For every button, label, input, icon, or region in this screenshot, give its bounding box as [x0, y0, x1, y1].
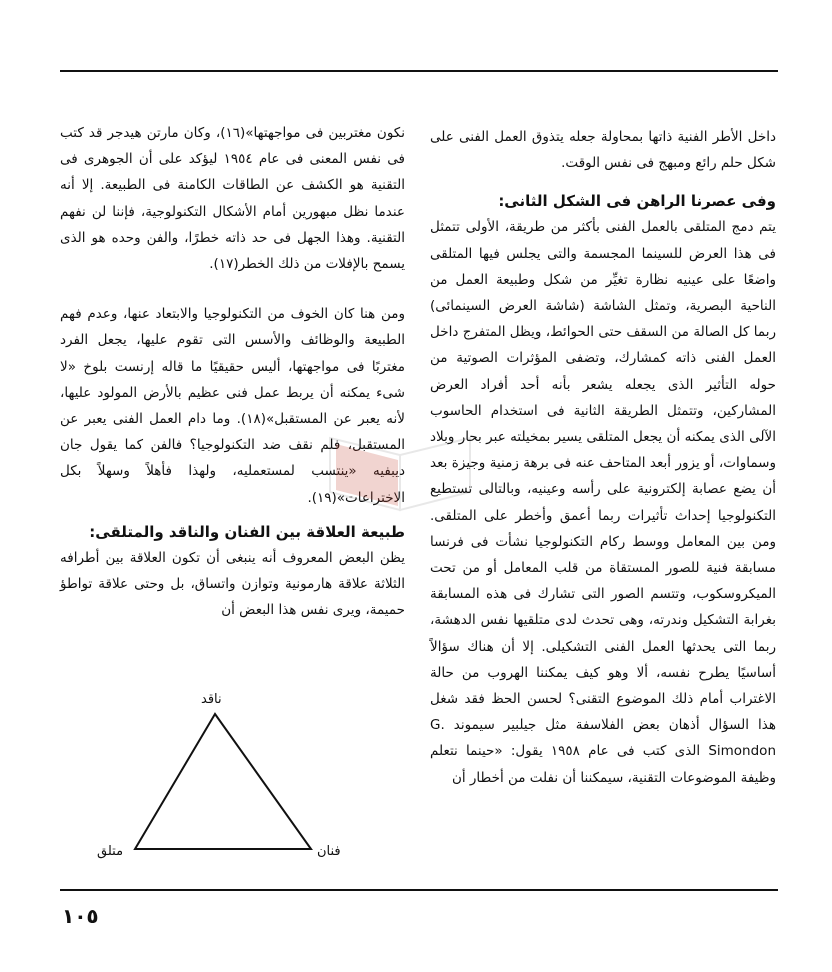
left-paragraph-2: ومن هنا كان الخوف من التكنولوجيا والابتعاد عنها، وعدم فهم الطبيعة والوظائف والأسس التى تقوم عليها، يجعل الفرد مغتربًا فى مواجهتها، أليس حقيقيًا ما قاله إرنست بلوخ «لا شىء يمكنه أن يربط عمل فنى عظيم بالأرض المولود عليها، لأنه يعبر عن المستقبل»(١٨). وما دام العمل الفنى يعبر عن المستقبل، فلم نقف ضد التكنولوجيا؟ فالفن كما يقول جان ديبفيه «ينتسب لمستعمليه، ولهذا فأهلاً وسهلاً بكل الاختراعات»(١٩). [60, 306, 406, 506]
top-rule [60, 70, 778, 72]
right-column [430, 124, 776, 791]
critic-label: ناقد [201, 692, 222, 707]
left-column [60, 120, 405, 623]
relationship-triangle-diagram [95, 690, 365, 870]
right-paragraph-1: داخل الأطر الفنية ذاتها بمحاولة جعله يتذوق العمل الفنى على شكل حلم رائع ومبهج فى نفس الوقت. [430, 129, 776, 172]
bottom-rule [60, 889, 778, 891]
page-number: ١٠٥ [62, 904, 99, 928]
right-paragraph-2: يتم دمج المتلقى بالعمل الفنى بأكثر من طريقة، الأولى تتمثل فى هذا العرض للسينما المجسمة والتى يجلس فيها المتلقى واضعًا على عينيه نظارة تغيِّر من شكل وطبيعة العمل من الناحية البصرية، وتمثل الشاشة (شاشة العرض السينمائى) ربما كل الصالة من السقف حتى الحوائط، ويظل المتفرج داخل العمل الفنى ذاته كمشارك، وتضفى المؤثرات الصوتية من حوله التأثير الذى يجعله يشعر بأنه أحد أفراد العرض المشاركين، وتتمثل الطريقة الثانية فى استخدام الحاسوب الآلى الذى يمكنه أن يجعل المتلقى يسير بمخيلته عبر بحار وبلاد وسماوات، أو يزور أبعد المتاحف عنه فى برهة زمنية وجيزة بعد أن يضع عصابة إلكترونية على رأسه وعينيه، وبالتالى تستطيع التكنولوجيا إحداث تأثيرات ربما أعمق وأخطر على المتلقى. ومن بين المعامل ووسط ركام التكنولوجيا نشأت فى فرنسا مسابقة فنية للصور المستقاة من قلب المعامل أو من تحت الميكروسكوب، وتتسم الصور التى تشارك فى هذه المسابقة بغرابة التشكيل وندرته، وهى تحدث لدى متلقيها نفس الدهشة، ربما التى يحدثها العمل الفنى التشكيلى. إلا أن هناك سؤالاً أساسيًا يطرح نفسه، ألا وهو كيف يمكننا الهروب من حالة الاغتراب أمام ذلك الموضوع التقنى؟ لحسن الحظ فقد شغل هذا السؤال أذهان بعض الفلاسفة مثل جيلبير سيموند G. Simondon الذى كتب فى عام ١٩٥٨ يقول: «حينما نتعلم وظيفة الموضوعات التقنية، سيمكننا أن نفلت من أخطار أن [430, 219, 776, 786]
triangle-shape [135, 714, 311, 849]
left-paragraph-1: نكون مغتربين فى مواجهتها»(١٦)، وكان مارتن هيدجر قد كتب فى نفس المعنى فى عام ١٩٥٤ ليؤكد على أن الجوهرى فى التقنية هو الكشف عن الطاقات الكامنة فى الطبيعة. إلا أنه عندما نظل مبهورين أمام الأشكال التكنولوجية، فإننا لن نفهم التقنية. وهذا الجهل فى حد ذاته خطرًا، والفن وحده هو الذى يسمح بالإفلات من ذلك الخطر(١٧). [60, 125, 406, 273]
triangle-svg [95, 690, 365, 870]
left-section-heading: طبيعة العلاقة بين الفنان والناقد والمتلقى: [89, 522, 405, 541]
artist-label: فنان [317, 844, 341, 859]
recipient-label: متلق [97, 844, 124, 859]
right-section-heading: وفى عصرنا الراهن فى الشكل الثانى: [498, 192, 776, 211]
left-paragraph-3: يظن البعض المعروف أنه ينبغى أن تكون العلاقة بين أطرافه الثلاثة علاقة هارمونية وتوازن واتساق، بل وحتى علاقة تواطؤ حميمة، ويرى نفس هذا البعض أن [60, 549, 405, 619]
